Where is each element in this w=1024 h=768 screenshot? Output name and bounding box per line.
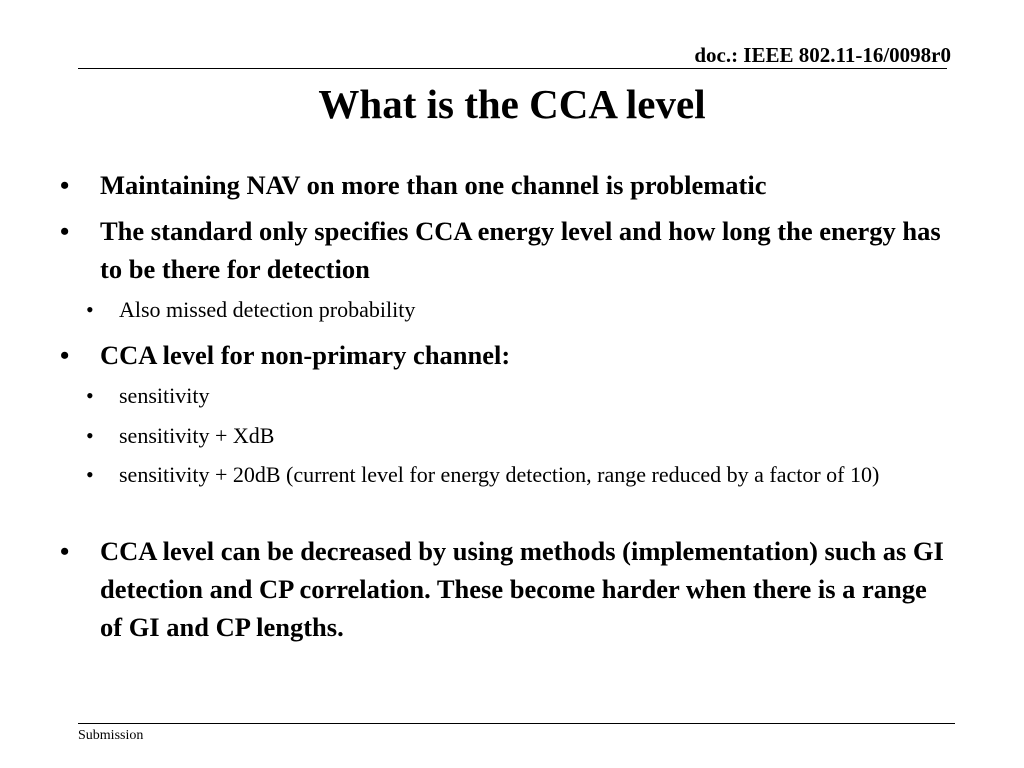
bullet-item [60,166,955,204]
sub-bullet-item [86,459,926,491]
bullet-icon: • [60,170,70,200]
sub-bullet-item [86,294,926,326]
bullet-text: CCA level for non-primary channel: [100,340,511,370]
bullet-item [60,212,955,288]
sub-bullet-text: sensitivity + 20dB (current level for energy detection, range reduced by a factor of 10) [119,462,880,487]
bullet-icon: • [60,536,70,566]
bullet-icon: • [86,423,94,448]
sub-bullet-text: sensitivity [119,383,210,408]
bullet-icon: • [86,462,94,487]
slide-title: What is the CCA level [318,81,706,127]
bullet-text: Maintaining NAV on more than one channel is problematic [100,170,767,200]
footer-divider [78,723,955,724]
bullet-icon: • [60,340,70,370]
bullet-icon: • [86,297,94,322]
bullet-icon: • [60,216,70,246]
sub-bullet-text: sensitivity + XdB [119,423,275,448]
sub-bullet-text: Also missed detection probability [119,297,416,322]
bullet-text: CCA level can be decreased by using methods (implementation) such as GI detection and CP correlation. These become harder when there is a range of GI and CP lengths. [100,536,944,642]
bullet-item [60,532,955,646]
bullet-icon: • [86,383,94,408]
document-id: doc.: IEEE 802.11-16/0098r0 [694,43,951,67]
bullet-text: The standard only specifies CCA energy level and how long the energy has to be there for detection [100,216,941,284]
footer-submission: Submission [78,728,144,743]
sub-bullet-item [86,420,926,452]
bullet-item [60,336,955,374]
sub-bullet-item [86,380,926,412]
